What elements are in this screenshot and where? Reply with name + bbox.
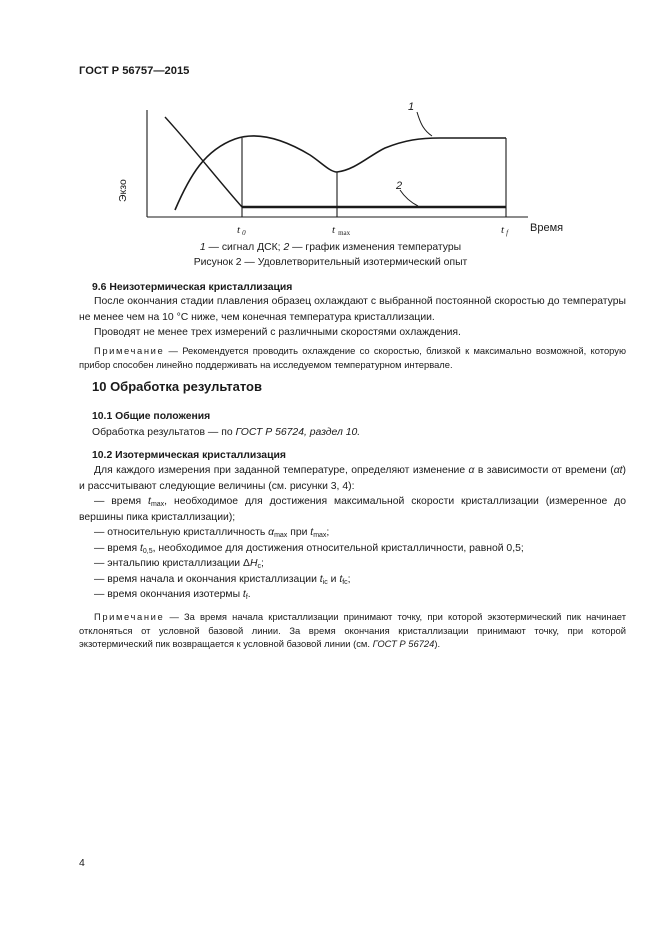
tick-tmax (332, 224, 351, 237)
item-dh-sub: c (257, 563, 261, 570)
item-tc-b: и (327, 573, 340, 585)
item-tc-sub2: fc (342, 578, 348, 586)
tick-tf-main: t (501, 224, 505, 236)
tick-t0 (237, 224, 246, 237)
heading-10: 10 Обработка результатов (92, 379, 262, 394)
tick-tmax-sub: max (338, 229, 351, 237)
item-tmax-sub: max (150, 501, 165, 508)
note-1-label: Примечание (94, 345, 165, 356)
note-2-tail: ). (434, 638, 441, 649)
tick-tf-sub: f (506, 229, 509, 237)
label-2-leader (400, 190, 418, 206)
legend-text-1: — сигнал ДСК; (205, 242, 284, 253)
item-tf-sub: f (245, 594, 248, 601)
item-t05-b: , необходимое для достижения относительной кристалличности, равной 0,5; (152, 542, 524, 554)
tick-tmax-main: t (332, 224, 336, 236)
item-t05-sym: t (140, 542, 143, 554)
item-dh-a: — энтальпию кристаллизации Δ (94, 558, 250, 569)
note-2-ref: ГОСТ Р 56724 (372, 638, 435, 649)
list-item-enthalpy (79, 556, 626, 572)
document-header: ГОСТ Р 56757—2015 (79, 65, 190, 77)
item-tf-a: — время окончания изотермы (94, 589, 243, 600)
note-2 (79, 610, 626, 651)
section-9-6-body (79, 294, 626, 341)
item-tf-b: . (247, 589, 251, 600)
note-1-text: — Рекомендуется проводить охлаждение со скоростью, близкой к максимально возможной, которую прибор способен линейно поддерживать на исследуемом температурном интервале. (79, 345, 626, 370)
item-tc-sub: ic (322, 578, 328, 586)
item-tf-sym: t (242, 589, 246, 600)
y-axis-label: Экзо (117, 179, 129, 202)
item-tc-sym2: t (339, 573, 343, 585)
item-tmax-b: , необходимое для достижения максимальной скорости кристаллизации (измеренное до вершины пика кристаллизации); (79, 496, 627, 523)
curve-2-temperature (165, 117, 506, 207)
item-amax-b: при (287, 527, 311, 538)
paragraph-10-1-ref: ГОСТ Р 56724, раздел 10. (235, 426, 361, 438)
curve-label-1: 1 (408, 101, 415, 113)
paragraph-10-1 (92, 425, 626, 441)
note-2-body (79, 610, 626, 651)
section-10-2 (92, 448, 626, 464)
list-item-tmax (79, 494, 626, 525)
section-10-2-body (79, 463, 626, 603)
plot-axes (147, 110, 528, 217)
paragraph-10-2-intro (79, 463, 626, 494)
intro-part-b: в зависимости от времени ( (474, 465, 614, 476)
list-item-alpha-max (79, 525, 626, 541)
note-1-body (79, 344, 626, 371)
item-dh-b: ; (260, 558, 264, 569)
list-item-tc-times (79, 572, 626, 588)
paragraph-9-6-2: Проводят не менее трех измерений с различными скоростями охлаждения. (94, 327, 461, 338)
legend-num-2: 2 (283, 242, 290, 253)
item-tc-sym: t (319, 573, 323, 585)
item-tmax-a: — время (94, 496, 149, 507)
heading-10-2: 10.2 Изотермическая кристаллизация (92, 450, 286, 461)
page-number: 4 (79, 858, 85, 869)
intro-part-a: Для каждого измерения при заданной температуре, определяют изменение (94, 465, 469, 476)
legend-num-1: 1 (199, 242, 206, 253)
paragraph-9-6-1: После окончания стадии плавления образец охлаждают с выбранной постоянной скоростью до температуры не менее чем на 10 °С ниже, чем конечная температура кристаллизации. (79, 296, 626, 323)
section-10-1 (92, 409, 626, 440)
tick-t0-main: t (237, 224, 241, 236)
item-t05-a: — время (94, 542, 141, 554)
curve-1-dsc-signal (175, 136, 506, 210)
item-tc-c: ; (347, 573, 351, 585)
intro-part-c: ) и рассчитывают следующие величины (см. рисунки 3, 4): (79, 465, 626, 492)
label-1-leader (417, 112, 432, 136)
item-tc-a: — время начала и окончания кристаллизации (94, 573, 320, 585)
figure-caption: Рисунок 2 — Удовлетворительный изотермический опыт (193, 257, 468, 268)
figure-2-dsc-plot (0, 0, 661, 260)
item-tmax-sym: t (148, 496, 151, 507)
note-2-text: — За время начала кристаллизации принимают точку, при которой экзотермический пик начинает отклоняться от условной базовой линии. За время окончания кристаллизации принимают точку, при которой экзотермический пик возвращается к условной базовой линии (см. (79, 611, 626, 649)
note-1 (79, 344, 626, 371)
legend-text-2: — график изменения температуры (289, 242, 462, 253)
item-dh-sym: H (249, 558, 258, 569)
item-amax-sub: max (274, 532, 288, 539)
figure-legend (0, 240, 661, 256)
item-amax-c: ; (326, 527, 330, 538)
item-amax-sym2: t (310, 527, 314, 538)
intro-alpha-t: αt (613, 465, 623, 476)
item-amax-sub2: max (313, 532, 327, 539)
paragraph-10-1-lead: Обработка результатов — по (92, 426, 236, 438)
heading-10-1: 10.1 Общие положения (92, 411, 211, 422)
x-axis-label: Время (530, 222, 564, 234)
list-item-t05 (79, 541, 626, 557)
intro-alpha: α (468, 465, 475, 476)
tick-t0-sub: 0 (242, 229, 246, 237)
tick-tf (501, 224, 509, 237)
heading-9-6: 9.6 Неизотермическая кристаллизация (92, 282, 293, 293)
section-10 (92, 379, 626, 395)
note-2-label: Примечание (94, 611, 165, 622)
list-item-tf (79, 587, 626, 603)
item-amax-a: — относительную кристалличность (94, 527, 269, 538)
item-amax-sym: α (268, 527, 275, 538)
curve-label-2: 2 (396, 180, 403, 192)
item-t05-sub: 0,5 (142, 547, 153, 555)
